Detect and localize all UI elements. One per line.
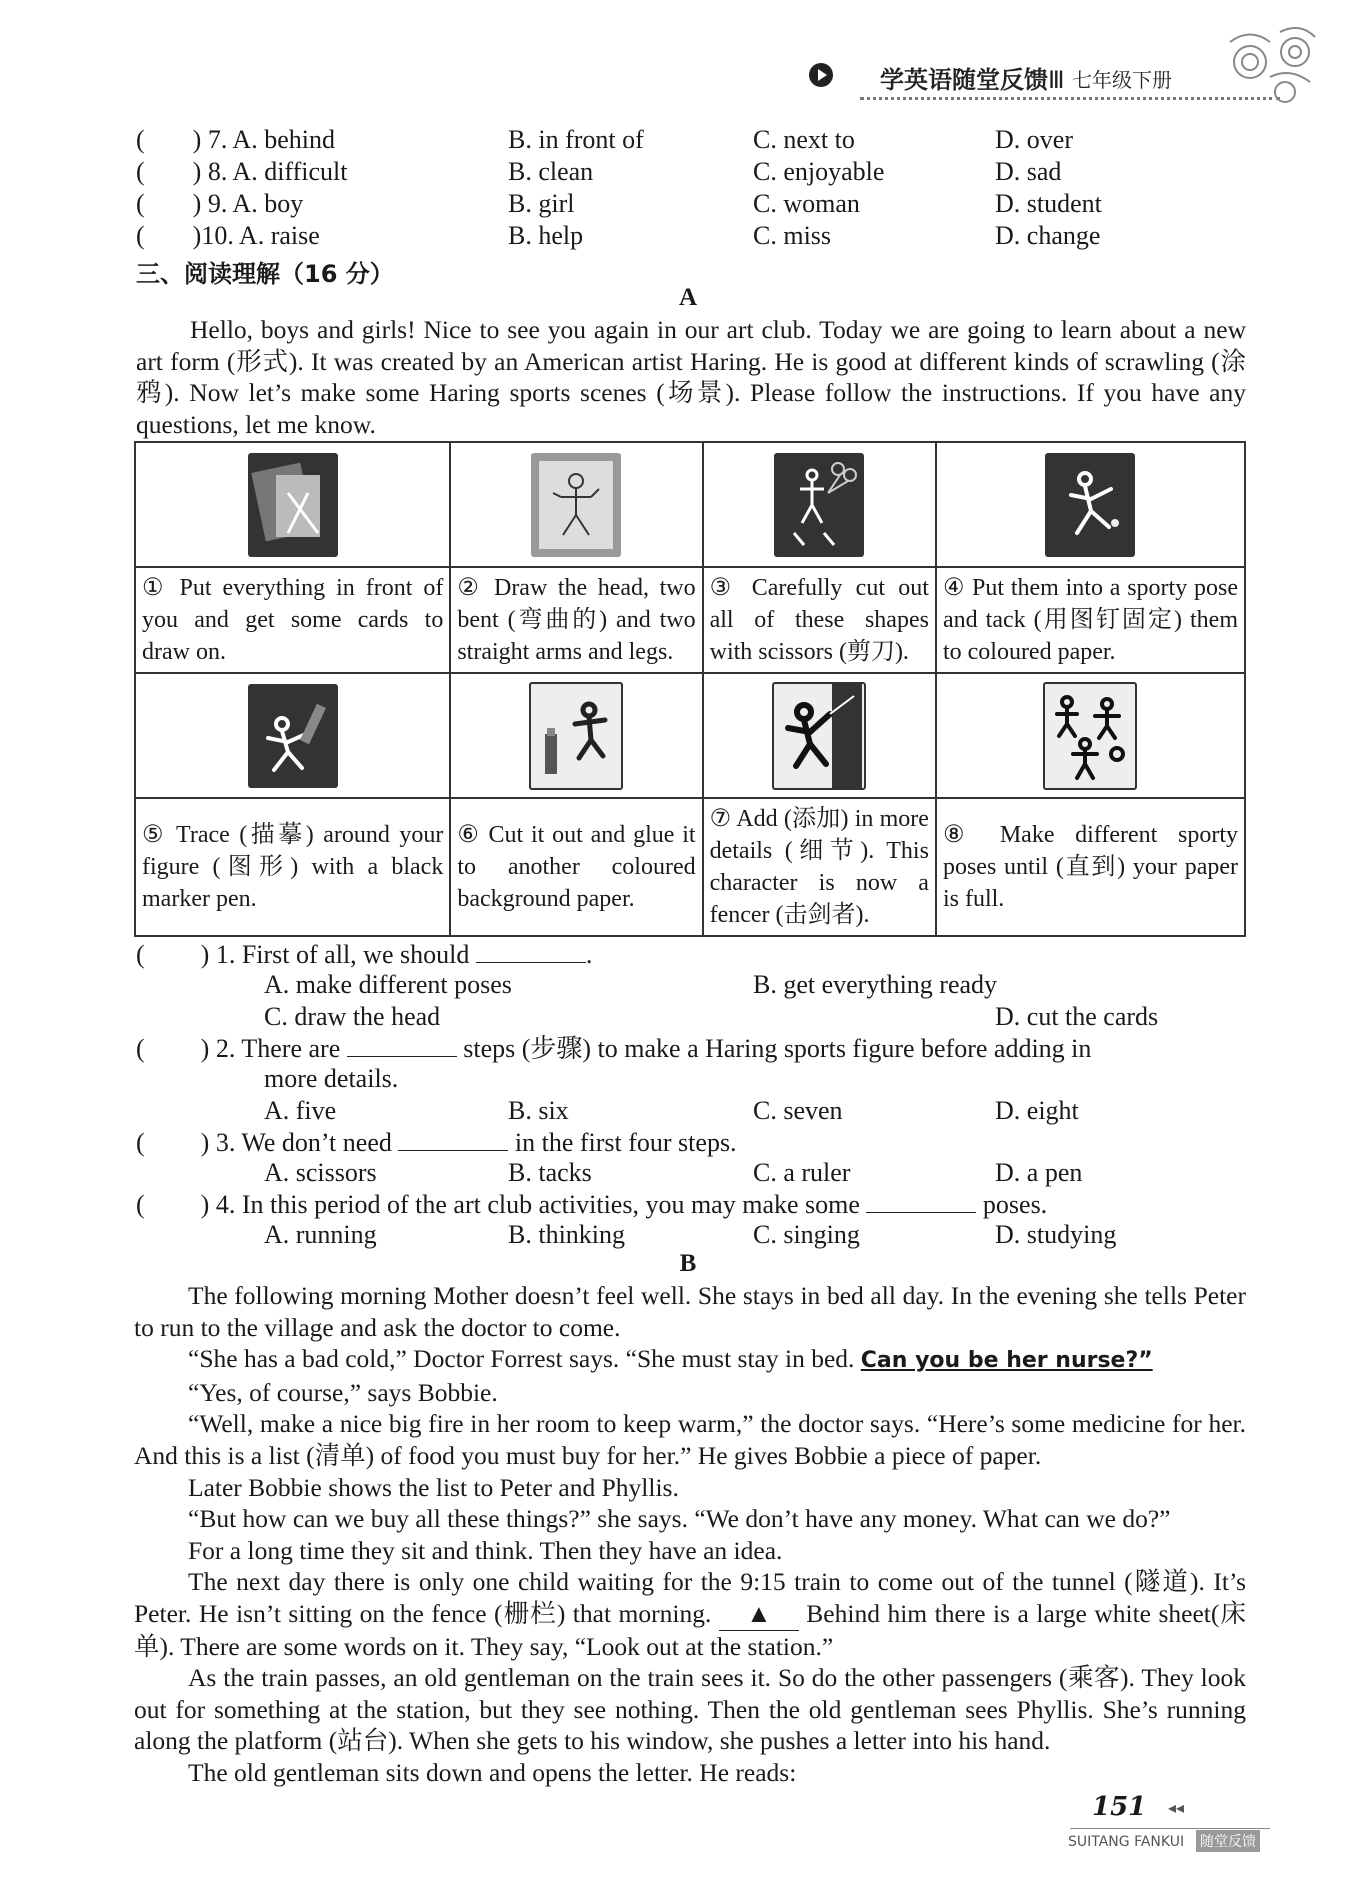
- question-2-option-c: C. seven: [753, 1096, 843, 1125]
- step-4-text: ④ Put them into a sporty pose and tack (用图钉固定) them to coloured paper.: [936, 567, 1245, 673]
- question-3-option-a: A. scissors: [264, 1158, 377, 1187]
- step-1-text: ① Put everything in front of you and get some cards to draw on.: [135, 567, 450, 673]
- question-2: ( ) 2. There are steps (步骤) to make a Haring sports figure before adding in: [136, 1034, 1092, 1063]
- cloze-row-7-c: C. next to: [753, 125, 855, 154]
- fencer-icon: [772, 682, 866, 790]
- cloze-row-8-d: D. sad: [995, 157, 1062, 186]
- cloze-row-8-c: C. enjoyable: [753, 157, 885, 186]
- step-7-image: [703, 673, 936, 798]
- step-3-image: [703, 442, 936, 567]
- question-4-option-b: B. thinking: [508, 1220, 626, 1249]
- trace-marker-icon: [248, 684, 338, 788]
- step-2-image: [450, 442, 702, 567]
- glue-figure-icon: [529, 682, 623, 790]
- header-title: 学英语随堂反馈Ⅲ: [880, 66, 1065, 94]
- cut-shapes-icon: [774, 453, 864, 557]
- section-3-title: 三、阅读理解（16 分）: [136, 260, 394, 288]
- header-subtitle: 七年级下册: [1072, 68, 1172, 92]
- passage-b-body: [134, 1280, 1246, 1789]
- footer-brand: SUITANG FANKUI: [1068, 1834, 1185, 1850]
- passage-b-p4: “Well, make a nice big fire in her room to keep warm,” the doctor says. “Here’s some medicine for her. And this is a list (清单) of food you must buy for her.” He gives Bobbie a piece of paper.: [134, 1409, 1246, 1470]
- question-3-option-c: C. a ruler: [753, 1158, 851, 1187]
- blank-marker: ▲: [719, 1598, 799, 1631]
- passage-b-p8: The next day there is only one child waiting for the 9:15 train to come out of the tunnel (隧道). It’s Peter. He isn’t sitting on the fence (栅栏) that morning. ▲ Behind him there is a large white sheet(床单). There are some words on it. They say, “Look out at the station.”: [134, 1567, 1246, 1661]
- header-play-icon: [808, 62, 834, 88]
- question-1-option-d: D. cut the cards: [995, 1002, 1159, 1031]
- question-3-option-d: D. a pen: [995, 1158, 1083, 1187]
- many-poses-icon: [1043, 682, 1137, 790]
- step-8-text: ⑧ Make different sporty poses until (直到) your paper is full.: [936, 798, 1245, 936]
- passage-a-intro: Hello, boys and girls! Nice to see you again in our art club. Today we are going to learn about a new art form (形式). It was created by an American artist Haring. He is good at different kinds of scrawling (涂鸦). Now let’s make some Haring sports scenes (场景). Please follow the instructions. If you have any questions, let me know.: [136, 315, 1246, 439]
- cloze-row-8: ( ) 8. A. difficult: [136, 157, 348, 186]
- question-2-option-a: A. five: [264, 1096, 337, 1125]
- passage-b-p1: The following morning Mother doesn’t feel well. She stays in bed all day. In the evening she tells Peter to run to the village and ask the doctor to come.: [134, 1281, 1246, 1342]
- question-3-option-b: B. tacks: [508, 1158, 592, 1187]
- passage-b-label: B: [679, 1250, 697, 1277]
- passage-b-p7: For a long time they sit and think. Then they have an idea.: [188, 1535, 783, 1565]
- cloze-row-10-c: C. miss: [753, 221, 832, 250]
- cloze-row-9-c: C. woman: [753, 189, 860, 218]
- passage-b-p2: “She has a bad cold,” Doctor Forrest says. “She must stay in bed. Can you be her nurse?”: [188, 1344, 1153, 1374]
- step-5-text: ⑤ Trace (描摹) around your figure (图形) with a black marker pen.: [135, 798, 450, 936]
- page-number: 151: [1092, 1792, 1147, 1822]
- cloze-row-7-d: D. over: [995, 125, 1073, 154]
- question-3: ( ) 3. We don’t need in the first four steps.: [136, 1128, 737, 1157]
- question-1: ( ) 1. First of all, we should .: [136, 940, 593, 969]
- cloze-row-9-b: B. girl: [508, 189, 575, 218]
- steps-table: [134, 441, 1246, 937]
- passage-b-p10: The old gentleman sits down and opens the letter. He reads:: [188, 1757, 797, 1787]
- passage-b-p6: “But how can we buy all these things?” she says. “We don’t have any money. What can we do?”: [188, 1504, 1171, 1534]
- cloze-row-8-b: B. clean: [508, 157, 594, 186]
- cloze-row-7: ( ) 7. A. behind: [136, 125, 335, 154]
- question-1-option-b: B. get everything ready: [753, 970, 998, 999]
- page-number-arrows: ◂◂: [1168, 1800, 1185, 1817]
- step-2-text: ② Draw the head, two bent (弯曲的) and two straight arms and legs.: [450, 567, 702, 673]
- underlined-question: Can you be her nurse?”: [860, 1348, 1153, 1374]
- step-4-image: [936, 442, 1245, 567]
- question-4-option-d: D. studying: [995, 1220, 1117, 1249]
- question-4-option-c: C. singing: [753, 1220, 860, 1249]
- passage-b-p9: As the train passes, an old gentleman on the train sees it. So do the other passengers (乘客). They look out for something at the station, but they see nothing. Then the old gentleman sees Phyllis. She’s running along the platform (站台). When she gets to his window, she pushes a letter into his hand.: [134, 1663, 1246, 1756]
- cloze-row-10: ( )10. A. raise: [136, 221, 320, 250]
- step-5-image: [135, 673, 450, 798]
- step-7-text: ⑦ Add (添加) in more details (细节). This character is now a fencer (击剑者).: [703, 798, 936, 936]
- cloze-row-7-b: B. in front of: [508, 125, 644, 154]
- step-6-image: [450, 673, 702, 798]
- passage-b-p3: “Yes, of course,” says Bobbie.: [188, 1377, 498, 1407]
- footer-brand-box: 随堂反馈: [1196, 1830, 1260, 1852]
- step-1-image: [135, 442, 450, 567]
- decorative-flower-icon: [1210, 22, 1330, 112]
- footer-rule: [1070, 1828, 1270, 1829]
- figure-sketch-icon: [531, 453, 621, 557]
- step-3-text: ③ Carefully cut out all of these shapes with scissors (剪刀).: [703, 567, 936, 673]
- question-2-wrap: more details.: [264, 1064, 399, 1093]
- cloze-row-10-d: D. change: [995, 221, 1101, 250]
- sporty-pose-icon: [1045, 453, 1135, 557]
- question-2-option-b: B. six: [508, 1096, 569, 1125]
- step-8-image: [936, 673, 1245, 798]
- cloze-row-10-b: B. help: [508, 221, 584, 250]
- passage-b-p5: Later Bobbie shows the list to Peter and Phyllis.: [188, 1472, 679, 1502]
- question-1-option-c: C. draw the head: [264, 1002, 441, 1031]
- question-4: ( ) 4. In this period of the art club activities, you may make some poses.: [136, 1190, 1048, 1219]
- cards-and-scissors-icon: [248, 453, 338, 557]
- question-2-option-d: D. eight: [995, 1096, 1079, 1125]
- question-4-option-a: A. running: [264, 1220, 377, 1249]
- cloze-row-9: ( ) 9. A. boy: [136, 189, 304, 218]
- question-1-option-a: A. make different poses: [264, 970, 512, 999]
- cloze-row-9-d: D. student: [995, 189, 1102, 218]
- step-6-text: ⑥ Cut it out and glue it to another coloured background paper.: [450, 798, 702, 936]
- passage-a-label: A: [678, 284, 698, 311]
